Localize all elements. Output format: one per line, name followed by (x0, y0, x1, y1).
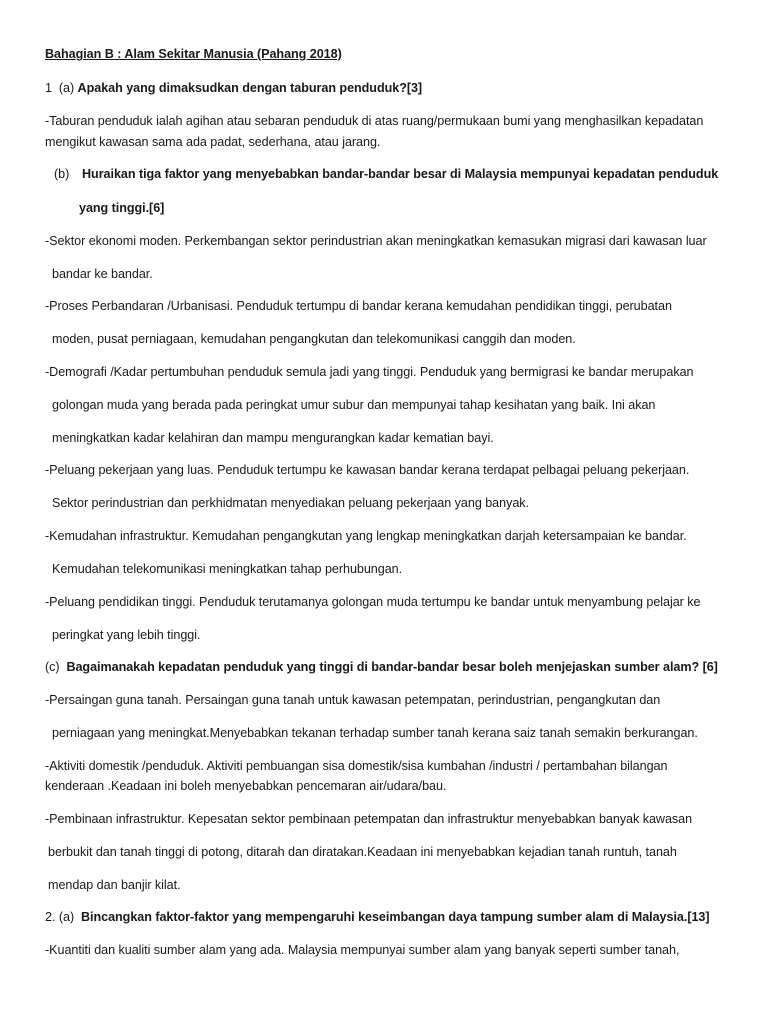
answer-line: -Demografi /Kadar pertumbuhan penduduk semula jadi yang tinggi. Penduduk yang bermigrasi ke bandar merupakan (45, 365, 694, 379)
answer-line: golongan muda yang berada pada peringkat umur subur dan mempunyai tahap kesihatan yang baik. Ini akan (52, 398, 656, 412)
answer-line: kenderaan .Keadaan ini boleh menyebabkan pencemaran air/udara/bau. (45, 779, 447, 793)
answer-line: Sektor perindustrian dan perkhidmatan menyediakan peluang pekerjaan yang banyak. (52, 496, 529, 510)
answer-line: bandar ke bandar. (52, 267, 153, 281)
answer-line: -Proses Perbandaran /Urbanisasi. Penduduk tertumpu di bandar kerana kemudahan pendidikan tinggi, perubatan (45, 299, 672, 313)
question-1c (45, 659, 718, 675)
question-label: 2. (a) (45, 910, 81, 924)
answer-line: -Kuantiti dan kualiti sumber alam yang ada. Malaysia mempunyai sumber alam yang banyak seperti sumber tanah, (45, 943, 680, 957)
section-heading: Bahagian B : Alam Sekitar Manusia (Pahang 2018) (45, 47, 342, 61)
question-1a (45, 80, 422, 96)
answer-line: meningkatkan kadar kelahiran dan mampu mengurangkan kadar kematian bayi. (52, 431, 494, 445)
question-2a (45, 909, 710, 925)
answer-line: -Persaingan guna tanah. Persaingan guna tanah untuk kawasan petempatan, perindustrian, pengangkutan dan (45, 693, 661, 707)
question-text: Bagaimanakah kepadatan penduduk yang tinggi di bandar-bandar besar boleh menjejaskan sumber alam? [6] (66, 660, 718, 674)
answer-line: -Aktiviti domestik /penduduk. Aktiviti pembuangan sisa domestik/sisa kumbahan /industri / pertambahan bilangan (45, 759, 668, 773)
question-1b-label: (b) (54, 167, 70, 181)
answer-line: moden, pusat perniagaan, kemudahan pengangkutan dan telekomunikasi canggih dan moden. (52, 332, 576, 346)
answer-line: -Pembinaan infrastruktur. Kepesatan sektor pembinaan petempatan dan infrastruktur menyebabkan banyak kawasan (45, 812, 693, 826)
answer-line: -Sektor ekonomi moden. Perkembangan sektor perindustrian akan meningkatkan kemasukan migrasi dari kawasan luar (45, 234, 707, 248)
question-text: Apakah yang dimaksudkan dengan taburan penduduk?[3] (77, 81, 423, 95)
answer-line: berbukit dan tanah tinggi di potong, ditarah dan diratakan.Keadaan ini menyebabkan kejadian tanah runtuh, tanah (48, 845, 677, 859)
answer-line: perniagaan yang meningkat.Menyebabkan tekanan terhadap sumber tanah kerana saiz tanah semakin berkurangan. (52, 726, 698, 740)
question-1b-text: Huraikan tiga faktor yang menyebabkan bandar-bandar besar di Malaysia mempunyai kepadatan penduduk (82, 167, 719, 181)
answer-line: mendap dan banjir kilat. (48, 878, 181, 892)
question-label: (c) (45, 660, 67, 674)
answer-line: Kemudahan telekomunikasi meningkatkan tahap perhubungan. (52, 562, 403, 576)
answer-line: -Peluang pendidikan tinggi. Penduduk terutamanya golongan muda tertumpu ke bandar untuk menyambung pelajar ke (45, 595, 701, 609)
question-label: 1 (a) (45, 81, 78, 95)
question-1b-text: yang tinggi.[6] (79, 201, 165, 215)
answer-line: mengikut kawasan sama ada padat, sederhana, atau jarang. (45, 135, 381, 149)
answer-line: -Peluang pekerjaan yang luas. Penduduk tertumpu ke kawasan bandar kerana terdapat pelbagai peluang pekerjaan. (45, 463, 690, 477)
answer-line: -Taburan penduduk ialah agihan atau sebaran penduduk di atas ruang/permukaan bumi yang menghasilkan kepadatan (45, 114, 704, 128)
question-text: Bincangkan faktor-faktor yang mempengaruhi keseimbangan daya tampung sumber alam di Malaysia.[13] (81, 910, 710, 924)
answer-line: peringkat yang lebih tinggi. (52, 628, 201, 642)
answer-line: -Kemudahan infrastruktur. Kemudahan pengangkutan yang lengkap meningkatkan darjah ketersampaian ke bandar. (45, 529, 687, 543)
